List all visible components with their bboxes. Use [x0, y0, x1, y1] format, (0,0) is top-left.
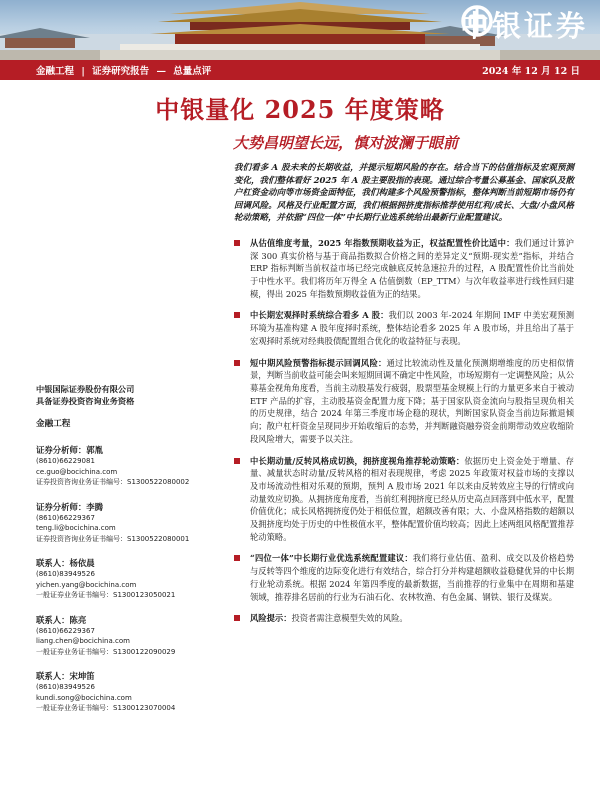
analyst-email[interactable]: ce.guo@bocichina.com — [36, 467, 118, 476]
analyst-card — [36, 614, 226, 658]
analyst-phone: (8610)66229367 — [36, 626, 95, 635]
report-date: 2024 年 12 月 12 日 — [482, 66, 580, 77]
breadcrumb-item-report-type: 证券研究报告 — [92, 66, 150, 77]
bullet-text: 投资者需注意模型失效的风险。 — [291, 613, 408, 624]
breadcrumb-item-subtype: 总量点评 — [173, 66, 212, 77]
breadcrumb-item-category: 金融工程 — [36, 66, 75, 77]
report-subtitle: 大势昌明望长远，慎对波澜于眼前 — [233, 134, 459, 152]
analyst-cert: 证券投资咨询业务证书编号：S1300522080002 — [36, 478, 190, 486]
analyst-role: 联系人：宋坤笛 — [36, 671, 95, 681]
bullet-industry-allocation — [234, 552, 574, 603]
analyst-role: 联系人：陈亮 — [36, 614, 87, 625]
bullet-marker-icon — [234, 360, 240, 366]
analyst-cert: 一般证券业务证书编号：S1300123070004 — [36, 704, 176, 712]
analyst-email[interactable]: teng.li@bocichina.com — [36, 524, 116, 532]
breadcrumb-bar — [0, 60, 600, 80]
bullet-text: 我们以 2003 年-2024 年期间 IMF 中美宏观预测环境为基准构建 A 股年度择时系统，整体结论看多 2025 年 A 股市场，并且给出了基于宏观择时系统对经典股债配置组合优化的收益特征与表现。 — [250, 310, 574, 346]
report-body — [234, 162, 574, 625]
brand-name: 中银证券 — [459, 9, 588, 43]
bullet-text: 通过比较流动性及量化预测期增维度的历史相似情景，判断当前收益可能会叫来短期回调不确定中性风险，市场短期有一定调整风险；从公募基金视角角度看，当前主动股基发行疲弱，股票型基金规模上行的力量更多来自于被动 ETF 产品的扩容，主动股基资金配置力度下降；基于国家队资金流向与股指呈现负相关的历史规律，结合 2024 年第三季度市场企稳的现状，判断国家队资金当前边际撤退倾向；散户杠杆资金呈现同步开始收缩后的态势，并判断融资融券资金前期带动效应收缩阶段风险增大，需要予以关注。 — [250, 357, 574, 444]
bullet-lead: 中长期宏观择时系统综合看多 A 股： — [250, 310, 389, 321]
bullet-text: 依据历史上资金处于增量、存量、减量状态时动量/反转风格的相对表现规律，考虑 2025 年政策对权益市场的支撑以及市场流动性相对乐观的预期，预判 A 股市场 2021 年以来由反转效应主导的行情或向动量效应切换。从拥挤度角度看，当前红利拥挤度已经从历史高点回落到中低水平，配置价值优化；成长风格拥挤度仍处于相低位置，超额改善有限；大、小盘风格指数的超额以及拥挤度均处于历史的中性极值水平，整体配置价值均较高；因此上述两组风格配置推荐轮动策略。 — [250, 455, 574, 542]
report-title: 中银量化 2025 年度策略 — [155, 95, 445, 124]
analyst-cert: 一般证券业务证书编号：S1300122090029 — [36, 647, 176, 656]
analyst-card — [36, 670, 226, 714]
department: 金融工程 — [36, 419, 71, 429]
analyst-role: 联系人：杨依晨 — [36, 558, 95, 568]
company-name: 中银国际证券股份有限公司 — [36, 384, 135, 394]
summary-paragraph: 我们看多 A 股未来的长期收益，并提示短期风险的存在。结合当下的估值指标及宏观预测变化，我们整体看好 2025 年 A 股主要股指的表现。通过综合考量公募基金、国家队及散户杠资金动向等市场资金面特征，我们构建多个风险预警指标，整体判断当前短期市场仍有回调风险。风格及行业配置方面，我们根据拥挤度指标推荐使用红利/成长、大盘/小盘风格轮动策略，并依据“四位一体”中长期行业选系统给出最新行业配置建议。 — [234, 163, 575, 224]
analyst-phone: (8610)83949526 — [36, 570, 95, 578]
analyst-card — [36, 557, 226, 601]
analyst-phone: (8610)66229081 — [36, 457, 95, 465]
bullet-marker-icon — [234, 555, 240, 561]
bullet-text: 我们将行业估值、盈利、成交以及价格趋势与反转等四个维度的边际变化进行有效结合，综合打分并构建超额收益稳健优异的中长期行业轮动系统。根据 2024 年第四季度的最新数据，当前推荐的行业集中在周期和基建领域，推荐排名居前的行业为石油石化、农林牧渔、有色金属、钢铁、银行及煤炭。 — [250, 553, 574, 602]
bullet-macro-timing — [234, 309, 574, 347]
analyst-card — [36, 444, 226, 488]
bullet-marker-icon — [234, 458, 240, 464]
bullet-lead: 中长期动量/反转风格成切换，拥挤度视角推荐轮动策略： — [250, 455, 465, 466]
analyst-email[interactable]: liang.chen@bocichina.com — [36, 637, 130, 645]
analyst-role: 证券分析师：李腾 — [36, 501, 103, 512]
analyst-phone: (8610)66229367 — [36, 513, 95, 522]
company-qualification: 具备证券投资咨询业务资格 — [36, 396, 135, 406]
bullet-style-rotation — [234, 455, 574, 544]
bullet-text: 我们通过计算沪深 300 真实价格与基于商品指数拟合价格之间的差异定义“预期-现实差”指标，并结合 ERP 指标判断当前权益市场已经完成触底反转急速拉升的过程，A 股配置性价比当前处于中性水平。我们将历年万得全 A 估值倒数（EP_TTM）与次年收益率进行线性回归建模，得出 2025 年指数预期收益值为正的结果。 — [250, 237, 574, 299]
bullet-lead: “四位一体”中长期行业优选系统配置建议： — [250, 553, 413, 564]
analyst-card — [36, 501, 226, 545]
analyst-cert: 证券投资咨询业务证书编号：S1300522080001 — [36, 534, 190, 543]
analyst-email[interactable]: yichen.yang@bocichina.com — [36, 580, 137, 589]
header-banner — [0, 0, 600, 60]
breadcrumb — [34, 63, 213, 77]
breadcrumb-separator: | — [81, 66, 85, 77]
bullet-lead: 风险提示： — [250, 613, 292, 624]
analyst-sidebar — [36, 383, 226, 714]
bullet-marker-icon — [234, 240, 240, 246]
brand — [460, 4, 588, 45]
bullet-risk-disclosure — [234, 612, 574, 625]
bullet-risk-warning — [234, 357, 574, 446]
bullet-marker-icon — [234, 312, 240, 318]
analyst-email[interactable]: kundi.song@bocichina.com — [36, 693, 132, 702]
bullet-lead: 短中期风险预警指标提示回调风险： — [250, 357, 387, 368]
bank-of-china-logo-icon — [460, 4, 494, 38]
bullet-lead: 从估值维度考量，2025 年指数预期收益为正，权益配置性价比适中： — [250, 237, 515, 248]
bullet-valuation — [234, 237, 574, 301]
analyst-cert: 一般证券业务证书编号：S1300123050021 — [36, 591, 176, 599]
analyst-phone: (8610)83949526 — [36, 683, 95, 691]
breadcrumb-separator: — — [156, 66, 166, 77]
bullet-marker-icon — [234, 615, 240, 621]
analyst-role: 证券分析师：郭胤 — [36, 445, 103, 455]
